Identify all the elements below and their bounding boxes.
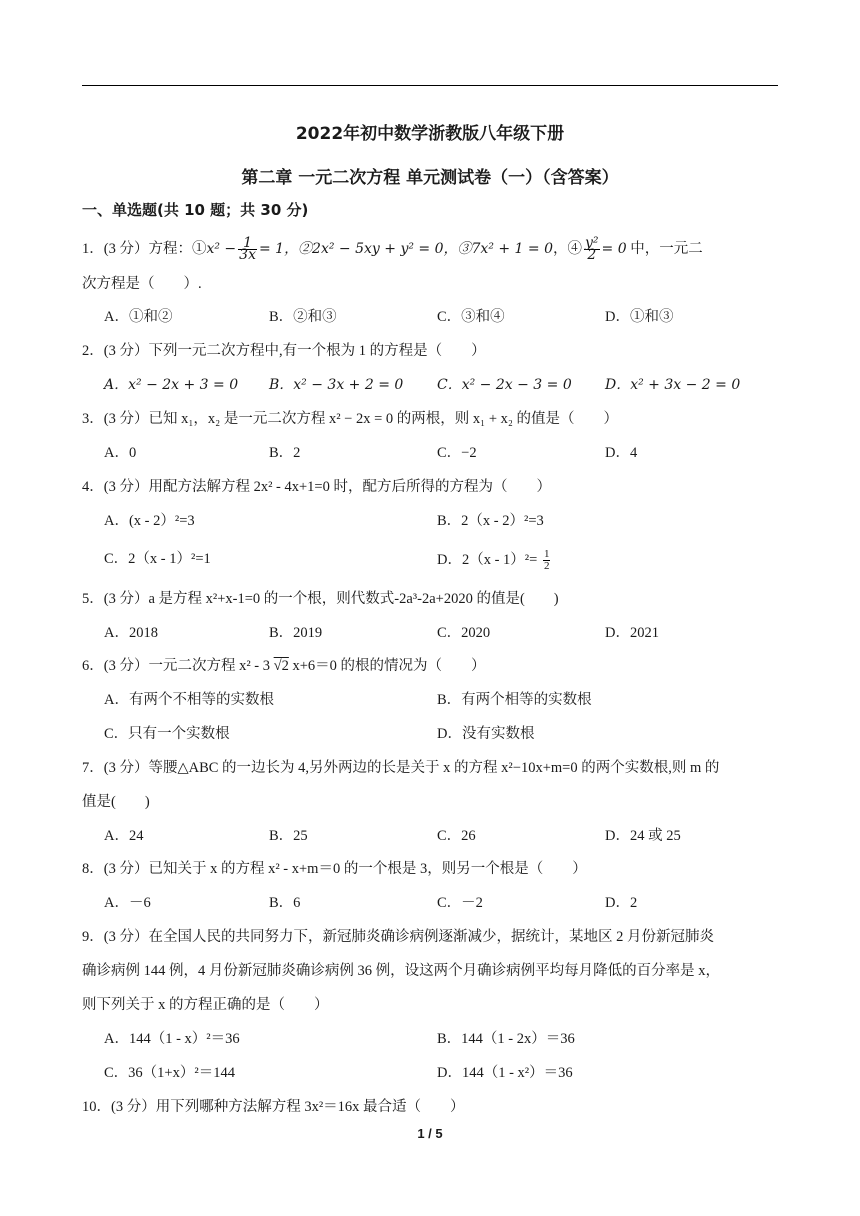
q2-option-a: A．x² − 2x + 3 = 0 [104, 377, 239, 393]
q4-option-b: B．2（x - 2）²=3 [437, 513, 544, 529]
q6-option-a: A．有两个不相等的实数根 [104, 692, 274, 708]
question-9-stem-line3: 则下列关于 x 的方程正确的是（ ） [82, 997, 329, 1013]
q7-option-b: B．25 [269, 828, 308, 844]
fraction: $\frac{1}{2}$ [543, 548, 550, 572]
q1-option-b: B．②和③ [269, 309, 337, 325]
document-subtitle: 第二章 一元二次方程 单元测试卷（一）（含答案） [241, 168, 619, 188]
fraction: $\frac{\text{y²}}{2}$ [585, 235, 599, 263]
page-number: 1 / 5 [417, 1126, 443, 1141]
q3-option-a: A．0 [104, 445, 137, 461]
q8-option-b: B．6 [269, 895, 301, 911]
q5-option-d: D．2021 [605, 625, 659, 641]
section-heading: 一、单选题(共 10 题；共 30 分) [82, 201, 309, 219]
q9-option-a: A．144（1 - x）²＝36 [104, 1031, 240, 1047]
q2-option-d: D．x² + 3x − 2 = 0 [605, 377, 741, 393]
q5-option-a: A．2018 [104, 625, 158, 641]
question-4-stem: 4．(3 分）用配方法解方程 2x² - 4x+1=0 时，配方后所得的方程为（ ） [82, 479, 551, 495]
q8-option-d: D．2 [605, 895, 638, 911]
question-6-stem: 6．(3 分）一元二次方程 x² - 3 √2 x+6＝0 的根的情况为（ ） [82, 658, 486, 674]
question-7-stem-line2: 值是( ) [82, 794, 150, 810]
q1-option-d: D．①和③ [605, 309, 674, 325]
q5-option-b: B．2019 [269, 625, 323, 641]
q1-option-c: C．③和④ [437, 309, 505, 325]
q6-option-d: D．没有实数根 [437, 726, 535, 742]
q9-option-b: B．144（1 - 2x）＝36 [437, 1031, 575, 1047]
question-10-stem: 10．(3 分）用下列哪种方法解方程 3x²＝16x 最合适（ ） [82, 1099, 465, 1115]
q7-option-a: A．24 [104, 828, 144, 844]
question-9-stem: 9．(3 分）在全国人民的共同努力下，新冠肺炎确诊病例逐渐减少，据统计，某地区 2 月份新冠肺炎 [82, 929, 714, 945]
q9-option-d: D．144（1 - x²）＝36 [437, 1065, 573, 1081]
q6-option-b: B．有两个相等的实数根 [437, 692, 592, 708]
question-3-stem: 3．(3 分）已知 x₁，x₂ 是一元二次方程 x² − 2x = 0 的两根，则 x₁ + x₂ 的值是（ ） [82, 411, 619, 427]
q2-option-b: B．x² − 3x + 2 = 0 [269, 377, 404, 393]
q4-option-d: D．2（x - 1）²= $\frac{1}{2}$ [437, 548, 550, 572]
fraction: $\frac{1}{3x}$ [239, 235, 256, 263]
q5-option-c: C．2020 [437, 625, 491, 641]
question-8-stem: 8．(3 分）已知关于 x 的方程 x² - x+m＝0 的一个根是 3，则另一个根是（ ） [82, 861, 587, 877]
q8-option-a: A．－6 [104, 895, 151, 911]
q2-option-c: C．x² − 2x − 3 = 0 [437, 377, 572, 393]
q7-option-c: C．26 [437, 828, 476, 844]
q9-option-c: C．36（1+x）²＝144 [104, 1065, 235, 1081]
q8-option-c: C．－2 [437, 895, 483, 911]
question-2-stem: 2．(3 分）下列一元二次方程中,有一个根为 1 的方程是（ ） [82, 343, 486, 359]
q3-option-c: C．−2 [437, 445, 477, 461]
q4-option-a: A．(x - 2）²=3 [104, 513, 195, 529]
q6-option-c: C．只有一个实数根 [104, 726, 230, 742]
question-1-stem: 1．(3 分）方程：①x² − $\frac{1}{3x}$ = 1，②2x² − 5xy + y² = 0，③7x² + 1 = 0，④ $\frac{\text{y²}}{2}$ = 0 中，一元二 [82, 235, 703, 263]
question-7-stem: 7．(3 分）等腰△ABC 的一边长为 4,另外两边的长是关于 x 的方程 x²−10x+m=0 的两个实数根,则 m 的 [82, 760, 720, 776]
sqrt-symbol: √2 [273, 658, 289, 674]
q4-option-c: C．2（x - 1）²=1 [104, 551, 211, 567]
question-9-stem-line2: 确诊病例 144 例，4 月份新冠肺炎确诊病例 36 例，设这两个月确诊病例平均每月降低的百分率是 x， [82, 963, 720, 979]
document-title: 2022年初中数学浙教版八年级下册 [295, 124, 565, 144]
question-1-stem-line2: 次方程是（ ）. [82, 276, 202, 292]
q3-option-b: B．2 [269, 445, 301, 461]
question-5-stem: 5．(3 分）a 是方程 x²+x-1=0 的一个根，则代数式-2a³-2a+2020 的值是( ) [82, 591, 559, 607]
q7-option-d: D．24 或 25 [605, 828, 681, 844]
q1-option-a: A．①和② [104, 309, 173, 325]
q3-option-d: D．4 [605, 445, 638, 461]
header-rule [82, 85, 778, 86]
